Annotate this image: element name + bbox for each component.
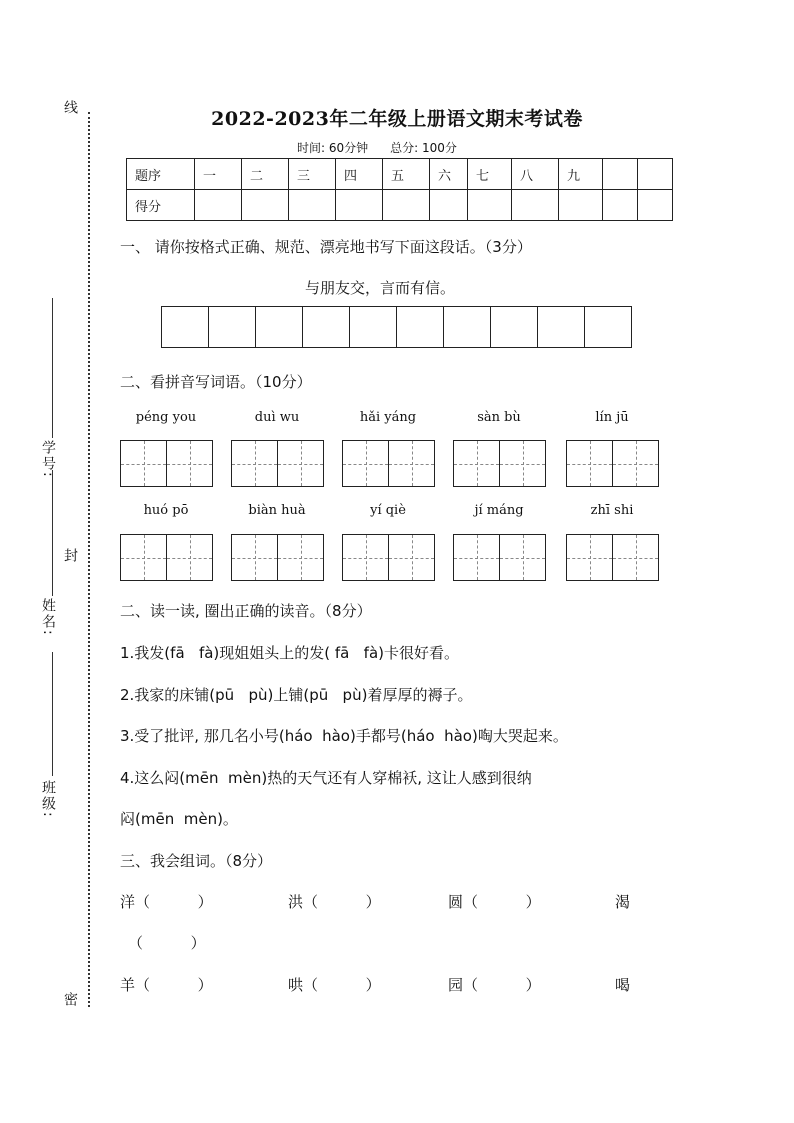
score-col: 三	[289, 159, 336, 190]
score-row-label: 题序	[127, 159, 195, 190]
margin-label-feng: 封	[62, 548, 78, 564]
score-cell[interactable]	[383, 190, 430, 221]
exam-title: 2022-2023年二年级上册语文期末考试卷	[211, 108, 583, 130]
section4-heading: 三、我会组词。（8分）	[120, 852, 273, 870]
score-col: 八	[512, 159, 559, 190]
word-item: 洋（ ）	[120, 893, 213, 911]
class-line[interactable]	[52, 652, 53, 776]
writing-cell[interactable]	[491, 307, 538, 347]
tianzige-box[interactable]	[342, 534, 435, 581]
writing-cell[interactable]	[209, 307, 256, 347]
tianzige-box[interactable]	[120, 440, 213, 487]
score-cell[interactable]	[638, 190, 673, 221]
tianzige-box[interactable]	[566, 440, 659, 487]
score-cell[interactable]	[468, 190, 512, 221]
tianzige-box[interactable]	[453, 440, 546, 487]
pinyin-label: zhī shi	[590, 503, 634, 518]
score-cell[interactable]	[289, 190, 336, 221]
section1-heading: 一、 请你按格式正确、规范、漂亮地书写下面这段话。（3分）	[120, 238, 532, 256]
score-cell[interactable]	[512, 190, 559, 221]
score-cell[interactable]	[195, 190, 242, 221]
word-item: 渴	[615, 893, 631, 911]
pinyin-label: jí máng	[474, 503, 524, 518]
score-col: 二	[242, 159, 289, 190]
section1-sentence: 与朋友交，言而有信。	[305, 279, 456, 297]
writing-cell[interactable]	[444, 307, 491, 347]
pinyin-label: hǎi yáng	[359, 410, 417, 425]
tianzige-box[interactable]	[566, 534, 659, 581]
writing-cell[interactable]	[256, 307, 303, 347]
score-cell[interactable]	[430, 190, 468, 221]
exam-info	[297, 139, 457, 156]
score-col	[603, 159, 638, 190]
word-item: 哄（ ）	[288, 976, 381, 994]
exam-time: 时间: 60分钟	[297, 141, 369, 155]
score-col: 九	[559, 159, 603, 190]
word-item: 洪（ ）	[288, 893, 381, 911]
score-row-label: 得分	[127, 190, 195, 221]
word-item-cont: （ ）	[128, 934, 206, 952]
writing-cell[interactable]	[397, 307, 444, 347]
tianzige-box[interactable]	[120, 534, 213, 581]
reading-question: 1.我发(fā fà)现姐姐头上的发( fā fà)卡很好看。	[120, 644, 459, 662]
binding-dotted-line	[88, 112, 90, 1007]
tianzige-box[interactable]	[453, 534, 546, 581]
writing-cell[interactable]	[585, 307, 632, 347]
word-item: 圆（ ）	[448, 893, 541, 911]
student-id-label: 学号:	[40, 440, 56, 479]
writing-cell[interactable]	[162, 307, 209, 347]
tianzige-box[interactable]	[231, 534, 324, 581]
pinyin-label: péng you	[135, 410, 197, 425]
pinyin-label: duì wu	[254, 410, 300, 425]
margin-label-mi: 密	[62, 992, 78, 1008]
reading-question: 4.这么闷(mēn mèn)热的天气还有人穿棉袄, 这让人感到很纳	[120, 769, 532, 787]
score-col: 五	[383, 159, 430, 190]
writing-grid[interactable]	[161, 306, 632, 348]
score-col: 四	[336, 159, 383, 190]
writing-cell[interactable]	[303, 307, 350, 347]
tianzige-box[interactable]	[231, 440, 324, 487]
score-cell[interactable]	[242, 190, 289, 221]
class-label: 班级:	[40, 780, 56, 819]
score-cell[interactable]	[603, 190, 638, 221]
score-table-score-row	[127, 190, 673, 221]
score-col: 七	[468, 159, 512, 190]
name-label: 姓名:	[40, 598, 56, 637]
tianzige-box[interactable]	[342, 440, 435, 487]
word-item: 喝	[615, 976, 631, 994]
margin-label-xian: 线	[62, 100, 78, 116]
writing-cell[interactable]	[350, 307, 397, 347]
student-id-line[interactable]	[52, 298, 53, 438]
word-item: 羊（ ）	[120, 976, 213, 994]
score-col: 一	[195, 159, 242, 190]
reading-question-cont: 闷(mēn mèn)。	[120, 810, 238, 828]
score-col	[638, 159, 673, 190]
name-line[interactable]	[52, 470, 53, 596]
score-table-header-row	[127, 159, 673, 190]
pinyin-label: biàn huà	[248, 503, 306, 518]
writing-cell[interactable]	[538, 307, 585, 347]
reading-question: 2.我家的床铺(pū pù)上铺(pū pù)着厚厚的褥子。	[120, 686, 473, 704]
reading-question: 3.受了批评, 那几名小号(háo hào)手都号(háo hào)啕大哭起来。	[120, 727, 568, 745]
score-col: 六	[430, 159, 468, 190]
word-item: 园（ ）	[448, 976, 541, 994]
pinyin-label: lín jū	[595, 410, 629, 425]
score-cell[interactable]	[559, 190, 603, 221]
pinyin-label: huó pō	[143, 503, 189, 518]
exam-total-score: 总分: 100分	[390, 141, 457, 155]
pinyin-label: sàn bù	[477, 410, 521, 425]
score-cell[interactable]	[336, 190, 383, 221]
section3-heading: 二、读一读, 圈出正确的读音。（8分）	[120, 602, 372, 620]
pinyin-label: yí qiè	[370, 503, 406, 518]
score-table	[126, 158, 673, 221]
section2-heading: 二、看拼音写词语。（10分）	[120, 373, 312, 391]
